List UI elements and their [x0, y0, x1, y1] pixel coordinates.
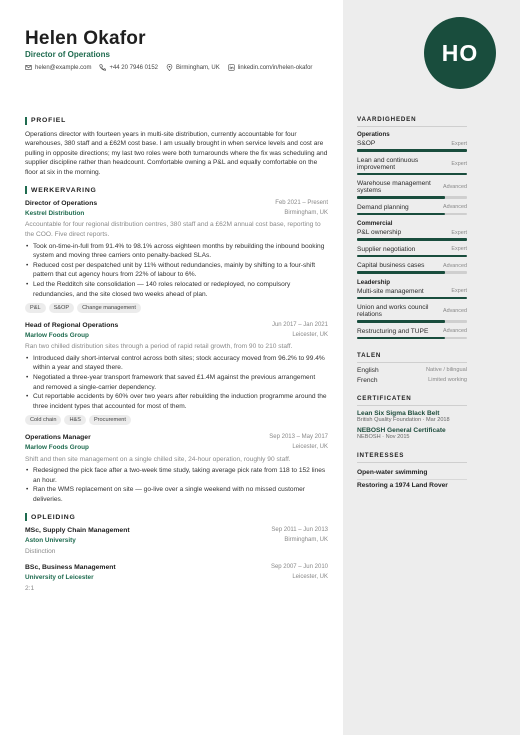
skill-tag: P&L	[25, 303, 46, 313]
sidebar-column	[357, 116, 467, 492]
section-title-text: OPLEIDING	[31, 513, 76, 521]
skill-meter	[357, 337, 467, 340]
job-entry	[25, 433, 328, 504]
job-entry	[25, 199, 328, 313]
profile-text: Operations director with fourteen years in multi-site distribution, currently accountable for four warehouses, 380 staff and a £62M cost base. I am usually brought in when service levels and cost are pulling in opposite directions; my last two roles were both turnarounds where the fix was scheduling and supplier discipline rather than headcount. Comfortable owning a P&L and equally comfortable on the floor at six in the morning.	[25, 130, 328, 176]
job-bullet: • Negotiated a three-year transport framework that saved £1.4M against the previous arrangement and removed a single-carrier dependency.	[25, 373, 328, 392]
main-column	[25, 116, 328, 600]
contact-linkedin-text: linkedin.com/in/helen-okafor	[237, 64, 313, 71]
skill-level: Advanced	[443, 184, 467, 190]
skill-meter-fill	[357, 196, 445, 199]
job-bullet: • Redesigned the pick face after a two-week time study, taking average pick rate from 118 to 152 lines an hour.	[25, 466, 328, 485]
job-bullets	[25, 466, 328, 504]
job-tags	[25, 303, 328, 313]
skill-level: Expert	[451, 140, 467, 147]
skill-level: Expert	[451, 229, 467, 236]
certificate-name: NEBOSH General Certificate	[357, 427, 446, 434]
skill-name: Lean and continuous improvement	[357, 156, 419, 171]
language-level: Limited working	[428, 377, 467, 383]
job-summary: Accountable for four regional distribution centres, 380 staff and a £62M annual cost base, reporting to the COO. Five direct reports.	[25, 221, 321, 238]
certificate-name: Lean Six Sigma Black Belt	[357, 410, 440, 417]
section-title-education	[25, 513, 328, 523]
skill-item	[357, 140, 467, 152]
monogram-badge: HO	[424, 17, 496, 89]
skill-tag: Change management	[77, 303, 141, 313]
skill-item	[357, 246, 467, 258]
skill-name: S&OP	[357, 140, 376, 147]
education-location: Leicester, UK	[292, 573, 328, 580]
job-title: Operations Manager	[25, 434, 91, 442]
skill-name: Multi-site management	[357, 287, 424, 295]
skill-meter	[357, 271, 467, 274]
language-name: English	[357, 367, 379, 374]
contact-linkedin[interactable]	[228, 64, 313, 71]
skill-meter-fill	[357, 297, 467, 300]
skill-meter-fill	[357, 238, 467, 241]
sidebar-title-languages: TALEN	[357, 352, 467, 363]
section-accent-bar	[25, 513, 27, 521]
skill-tag: Procurement	[89, 415, 131, 425]
language-name: French	[357, 377, 378, 384]
skill-meter	[357, 238, 467, 241]
skill-group-label: Leadership	[357, 278, 391, 286]
location-pin-icon	[166, 64, 173, 71]
job-bullet: • Took on-time-in-full from 91.4% to 98.1% across eighteen months by rebuilding the inbound booking system and moving three carriers onto penalty-backed SLAs.	[25, 242, 328, 261]
section-title-text: WERKERVARING	[31, 186, 97, 194]
contact-phone-text: +44 20 7946 0152	[109, 64, 159, 71]
skill-item	[357, 304, 467, 323]
education-school: University of Leicester	[25, 573, 94, 581]
skill-name: Capital business cases	[357, 262, 425, 269]
skill-item	[357, 288, 467, 300]
skill-level: Expert	[451, 246, 467, 252]
skill-item	[357, 180, 467, 199]
skill-meter	[357, 255, 467, 258]
skill-item	[357, 157, 467, 176]
interest-item: Open-water swimming	[357, 467, 467, 480]
linkedin-icon	[228, 64, 235, 71]
skill-level: Advanced	[443, 328, 467, 334]
education-school: Aston University	[25, 536, 76, 544]
job-bullets	[25, 242, 328, 300]
skill-name: Demand planning	[357, 203, 409, 211]
contact-row	[25, 64, 312, 71]
section-title-text: PROFIEL	[31, 117, 67, 124]
candidate-role: Director of Operations	[25, 50, 110, 59]
skill-level: Expert	[451, 160, 467, 167]
language-level: Native / bilingual	[425, 367, 467, 373]
skill-tag: Cold chain	[25, 415, 61, 425]
job-bullet: • Cut reportable accidents by 60% over two years after rebuilding the induction programme around the three incident types that accounted for most of them.	[25, 392, 328, 411]
job-summary: Ran two chilled distribution sites through a period of rapid retail growth, from 90 to 210 staff.	[25, 343, 293, 351]
skill-tag: H&S	[64, 415, 86, 425]
sidebar-title-interests: INTERESSES	[357, 452, 467, 463]
skill-name: Warehouse management systems	[357, 180, 431, 194]
sidebar-title-skills: VAARDIGHEDEN	[357, 116, 467, 127]
job-title: Director of Operations	[25, 200, 98, 208]
job-dates: Sep 2013 – May 2017	[269, 434, 328, 441]
skill-meter-fill	[357, 255, 467, 258]
skill-name: Supplier negotiation	[357, 245, 416, 253]
sidebar-title-certificates: CERTIFICATEN	[357, 395, 467, 406]
section-accent-bar	[25, 117, 27, 125]
contact-phone[interactable]	[99, 64, 158, 71]
skill-meter	[357, 320, 467, 323]
job-title: Head of Regional Operations	[25, 322, 119, 330]
education-entry	[25, 563, 328, 594]
skill-level: Advanced	[443, 204, 467, 210]
job-location: Leicester, UK	[292, 444, 328, 451]
job-company: Kestrel Distribution	[25, 209, 85, 217]
contact-location-text: Birmingham, UK	[176, 64, 220, 71]
skill-meter-fill	[357, 320, 445, 323]
skill-item	[357, 262, 467, 274]
language-item	[357, 367, 467, 374]
skill-tag: S&OP	[49, 303, 75, 313]
job-company: Marlow Foods Group	[25, 331, 89, 339]
education-note: 2:1	[25, 585, 35, 593]
job-entry	[25, 321, 328, 425]
job-tags	[25, 415, 328, 425]
job-bullet: • Reduced cost per despatched unit by 11% without redundancies, mainly by shifting to a four-shift pattern that cut agency hours from 22% of labour to 6%.	[25, 261, 328, 280]
skill-meter	[357, 149, 467, 152]
job-bullet: • Ran the WMS replacement on site — go-live over a single weekend with no missed customer deliveries.	[25, 485, 328, 504]
skill-meter-fill	[357, 337, 445, 340]
skill-meter-fill	[357, 149, 467, 152]
skill-level: Advanced	[443, 262, 467, 269]
section-accent-bar	[25, 186, 27, 194]
education-note: Distinction	[25, 548, 56, 556]
education-entry	[25, 526, 328, 557]
job-dates: Jun 2017 – Jan 2021	[271, 322, 328, 329]
certificate-item	[357, 410, 467, 423]
section-title-experience	[25, 186, 328, 196]
skill-meter-fill	[357, 271, 445, 274]
interest-list	[357, 467, 467, 492]
resume-header	[0, 0, 520, 96]
job-bullet: • Led the Redditch site consolidation — 140 roles relocated or redeployed, no compulsory redundancies, and the site closed two weeks ahead of plan.	[25, 280, 328, 299]
skill-group-label: Operations	[357, 131, 390, 138]
skill-name: Union and works council relations	[357, 304, 429, 318]
job-bullet: • Introduced daily short-interval control across both sites; stock accuracy moved from 96.2% to 99.4% within a year and stayed there.	[25, 354, 328, 373]
skill-name: Restructuring and TUPE	[357, 327, 429, 335]
candidate-name: Helen Okafor	[25, 28, 146, 49]
phone-icon	[99, 64, 106, 71]
section-title-profile	[25, 116, 328, 126]
skill-meter	[357, 173, 467, 176]
certificate-item	[357, 427, 467, 440]
skill-meter	[357, 213, 467, 216]
education-location: Birmingham, UK	[284, 536, 328, 543]
education-dates: Sep 2011 – Jun 2013	[271, 527, 328, 534]
skill-meter-fill	[357, 173, 467, 176]
education-dates: Sep 2007 – Jun 2010	[270, 563, 328, 570]
skill-name: P&L ownership	[357, 229, 402, 236]
job-summary: Shift and then site management on a single chilled site, 24-hour operation, roughly 90 staff.	[25, 455, 291, 463]
skill-meter	[357, 297, 467, 300]
education-degree: MSc, Supply Chain Management	[25, 527, 130, 535]
education-degree: BSc, Business Management	[25, 563, 116, 571]
email-icon	[25, 64, 32, 71]
certificate-meta: British Quality Foundation · Mar 2018	[357, 417, 450, 423]
job-location: Leicester, UK	[292, 331, 328, 338]
skill-level: Expert	[451, 288, 467, 294]
certificate-meta: NEBOSH · Nov 2015	[357, 434, 410, 440]
job-dates: Feb 2021 – Present	[275, 200, 328, 207]
skill-item	[357, 229, 467, 241]
contact-location	[166, 64, 220, 71]
job-company: Marlow Foods Group	[25, 444, 89, 452]
skill-item	[357, 328, 467, 340]
contact-email[interactable]	[25, 64, 91, 71]
language-item	[357, 377, 467, 384]
job-bullets	[25, 354, 328, 412]
skill-meter	[357, 196, 467, 199]
skill-level: Advanced	[443, 308, 467, 314]
interest-item: Restoring a 1974 Land Rover	[357, 482, 448, 489]
skill-meter-fill	[357, 213, 445, 216]
job-location: Birmingham, UK	[284, 209, 328, 216]
skill-item	[357, 204, 467, 216]
skill-group-label: Commercial	[357, 220, 393, 227]
contact-email-text: helen@example.com	[35, 64, 92, 71]
